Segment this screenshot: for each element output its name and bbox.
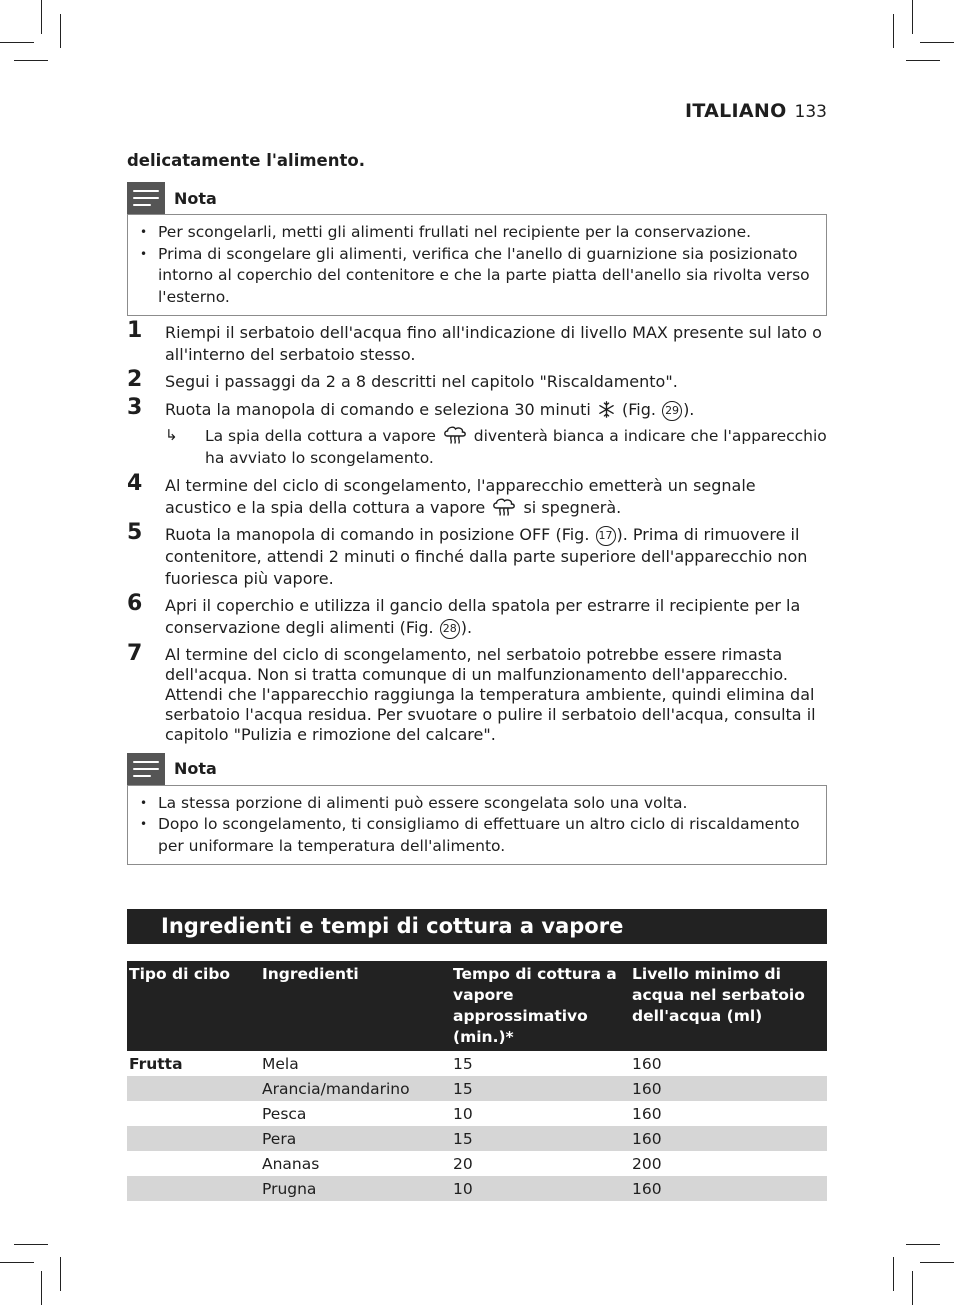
result-text-part: La spia della cottura a vapore xyxy=(205,427,436,445)
step-number: 2 xyxy=(127,367,143,392)
steam-cooking-icon xyxy=(443,425,467,444)
figure-ref: 29 xyxy=(662,401,682,421)
table-cell xyxy=(127,1151,260,1176)
crop-mark xyxy=(893,14,894,48)
step-text-part: si spegnerà. xyxy=(523,497,622,517)
step-text: Segui i passaggi da 2 a 8 descritti nel capitolo "Riscaldamento". xyxy=(165,372,678,391)
table-cell: Pesca xyxy=(262,1104,307,1123)
table-header-row xyxy=(127,961,827,1051)
step-text xyxy=(165,595,827,639)
column-header: Tempo di cottura a vapore approssimativo (min.)* xyxy=(451,961,630,1051)
table-cell xyxy=(127,1076,260,1101)
step-5 xyxy=(127,520,827,589)
note-block xyxy=(127,182,827,316)
step-text-part: (Fig. xyxy=(622,400,656,419)
note-item: • Per scongelarli, metti gli alimenti frullati nel recipiente per la conservazione. xyxy=(140,222,814,244)
step-text-part: Apri il coperchio e utilizza il gancio della spatola per estrarre il recipiente per la conservazione degli alimenti (Fig. xyxy=(165,596,801,637)
step-number: 3 xyxy=(127,395,143,420)
table-cell: 160 xyxy=(632,1054,662,1073)
step-6 xyxy=(127,591,827,639)
table-cell: 15 xyxy=(451,1076,630,1101)
table-cell: 200 xyxy=(632,1154,662,1173)
crop-mark xyxy=(60,14,61,48)
crop-mark xyxy=(912,1271,913,1305)
note-icon xyxy=(127,182,165,214)
table-cell: 160 xyxy=(630,1126,827,1151)
steam-cooking-icon xyxy=(492,497,516,516)
section-title: Ingredienti e tempi di cottura a vapore xyxy=(127,909,827,944)
result-arrow-icon: ↳ xyxy=(165,426,178,444)
step-text-part: Ruota la manopola di comando in posizione OFF (Fig. xyxy=(165,525,590,544)
table-cell: Prugna xyxy=(260,1176,451,1201)
column-header: Ingredienti xyxy=(260,961,451,1051)
table-cell: 15 xyxy=(453,1054,473,1073)
step-text xyxy=(165,475,827,518)
language-label: ITALIANO xyxy=(684,100,787,122)
table-cell: Pera xyxy=(260,1126,451,1151)
note-box xyxy=(127,785,827,866)
note-item: • Prima di scongelare gli alimenti, verifica che l'anello di guarnizione sia posizionato intorno al coperchio del contenitore e che la parte piatta dell'anello sia rivolta verso l'esterno. xyxy=(140,244,814,309)
lead-text: delicatamente l'alimento. xyxy=(127,151,365,170)
table-row xyxy=(127,1051,827,1076)
column-header: Livello minimo di acqua nel serbatoio dell'acqua (ml) xyxy=(630,961,827,1051)
step-number: 5 xyxy=(127,520,143,545)
figure-ref: 17 xyxy=(596,526,616,546)
crop-mark xyxy=(41,0,42,34)
steps-list xyxy=(127,318,827,745)
step-text-part: ). xyxy=(460,617,473,637)
crop-mark xyxy=(893,1257,894,1291)
crop-mark xyxy=(920,42,954,43)
result-text-part: diventerà bianca a indicare che l'apparecchio ha avviato lo scongelamento. xyxy=(205,427,827,467)
crop-mark xyxy=(60,1257,61,1291)
note-icon xyxy=(127,753,165,785)
page-content xyxy=(127,150,827,1201)
figure-ref: 28 xyxy=(440,619,460,639)
step-text: Al termine del ciclo di scongelamento, nel serbatoio potrebbe essere rimasta dell'acqua. Non si tratta comunque di un malfunzionamento dell'apparecchio. Attendi che l'apparecchio raggiunga la temperatura ambiente, quindi elimina dal serbatoio l'acqua residua. Per svuotare o pulire il serbatoio dell'acqua, consulta il capitolo "Pulizia e rimozione del calcare". xyxy=(165,644,816,744)
table-row xyxy=(127,1126,827,1151)
table-cell xyxy=(127,1101,260,1126)
step-number: 7 xyxy=(127,640,143,666)
note-title: Nota xyxy=(174,188,217,208)
result-text xyxy=(205,425,827,469)
step-3 xyxy=(127,395,827,421)
crop-mark xyxy=(14,60,48,61)
step-number: 6 xyxy=(127,591,143,616)
table-cell: 10 xyxy=(453,1104,473,1123)
step-1 xyxy=(127,318,827,365)
table-cell: 20 xyxy=(453,1154,473,1173)
crop-mark xyxy=(41,1271,42,1305)
step-text-part: Al termine del ciclo di scongelamento, l'apparecchio emetterà un segnale acustico e la spia della cottura a vapore xyxy=(165,476,756,517)
table-cell: 160 xyxy=(630,1076,827,1101)
page-number: 133 xyxy=(794,102,827,122)
step-number: 4 xyxy=(127,471,143,496)
cooking-times-table xyxy=(127,961,827,1201)
table-row xyxy=(127,1076,827,1101)
crop-mark xyxy=(906,1244,940,1245)
step-text xyxy=(165,399,827,421)
table-cell: 160 xyxy=(632,1104,662,1123)
table-cell: 160 xyxy=(630,1176,827,1201)
step-text-part: Ruota la manopola di comando e seleziona 30 minuti xyxy=(165,400,591,419)
table-cell: 10 xyxy=(451,1176,630,1201)
crop-mark xyxy=(0,42,34,43)
table-row xyxy=(127,1176,827,1201)
table-cell: 15 xyxy=(451,1126,630,1151)
crop-mark xyxy=(906,60,940,61)
crop-mark xyxy=(912,0,913,34)
step-text: Riempi il serbatoio dell'acqua fino all'indicazione di livello MAX presente sul lato o all'interno del serbatoio stesso. xyxy=(165,323,822,364)
step-2 xyxy=(127,367,827,393)
table-cell: Arancia/mandarino xyxy=(260,1076,451,1101)
step-text-part: ). xyxy=(683,400,695,419)
crop-mark xyxy=(0,1262,34,1263)
note-header xyxy=(127,182,827,214)
crop-mark xyxy=(920,1262,954,1263)
table-cell: Mela xyxy=(262,1054,299,1073)
table-cell xyxy=(127,1176,260,1201)
step-4 xyxy=(127,471,827,518)
step-3-result xyxy=(165,425,827,469)
page-header xyxy=(685,100,827,122)
note-header xyxy=(127,753,827,785)
step-7 xyxy=(127,640,827,745)
note-item: • Dopo lo scongelamento, ti consigliamo di effettuare un altro ciclo di riscaldamento per uniformare la temperatura dell'alimento. xyxy=(140,814,814,857)
table-row xyxy=(127,1101,827,1126)
snowflake-icon xyxy=(598,401,615,418)
step-number: 1 xyxy=(127,318,143,343)
step-text-part: ). Prima di rimuovere il contenitore, attendi 2 minuti o finché dalla parte superiore dell'apparecchio non fuoriesca più vapore. xyxy=(165,525,808,588)
column-header: Tipo di cibo xyxy=(127,961,260,1051)
step-text xyxy=(165,524,827,589)
note-box xyxy=(127,214,827,316)
note-item: • La stessa porzione di alimenti può essere scongelata solo una volta. xyxy=(140,793,814,815)
table-cell xyxy=(127,1126,260,1151)
table-cell: Frutta xyxy=(129,1054,183,1073)
note-block xyxy=(127,753,827,866)
note-title: Nota xyxy=(174,759,217,778)
table-row xyxy=(127,1151,827,1176)
crop-mark xyxy=(14,1244,48,1245)
table-cell: Ananas xyxy=(262,1154,320,1173)
